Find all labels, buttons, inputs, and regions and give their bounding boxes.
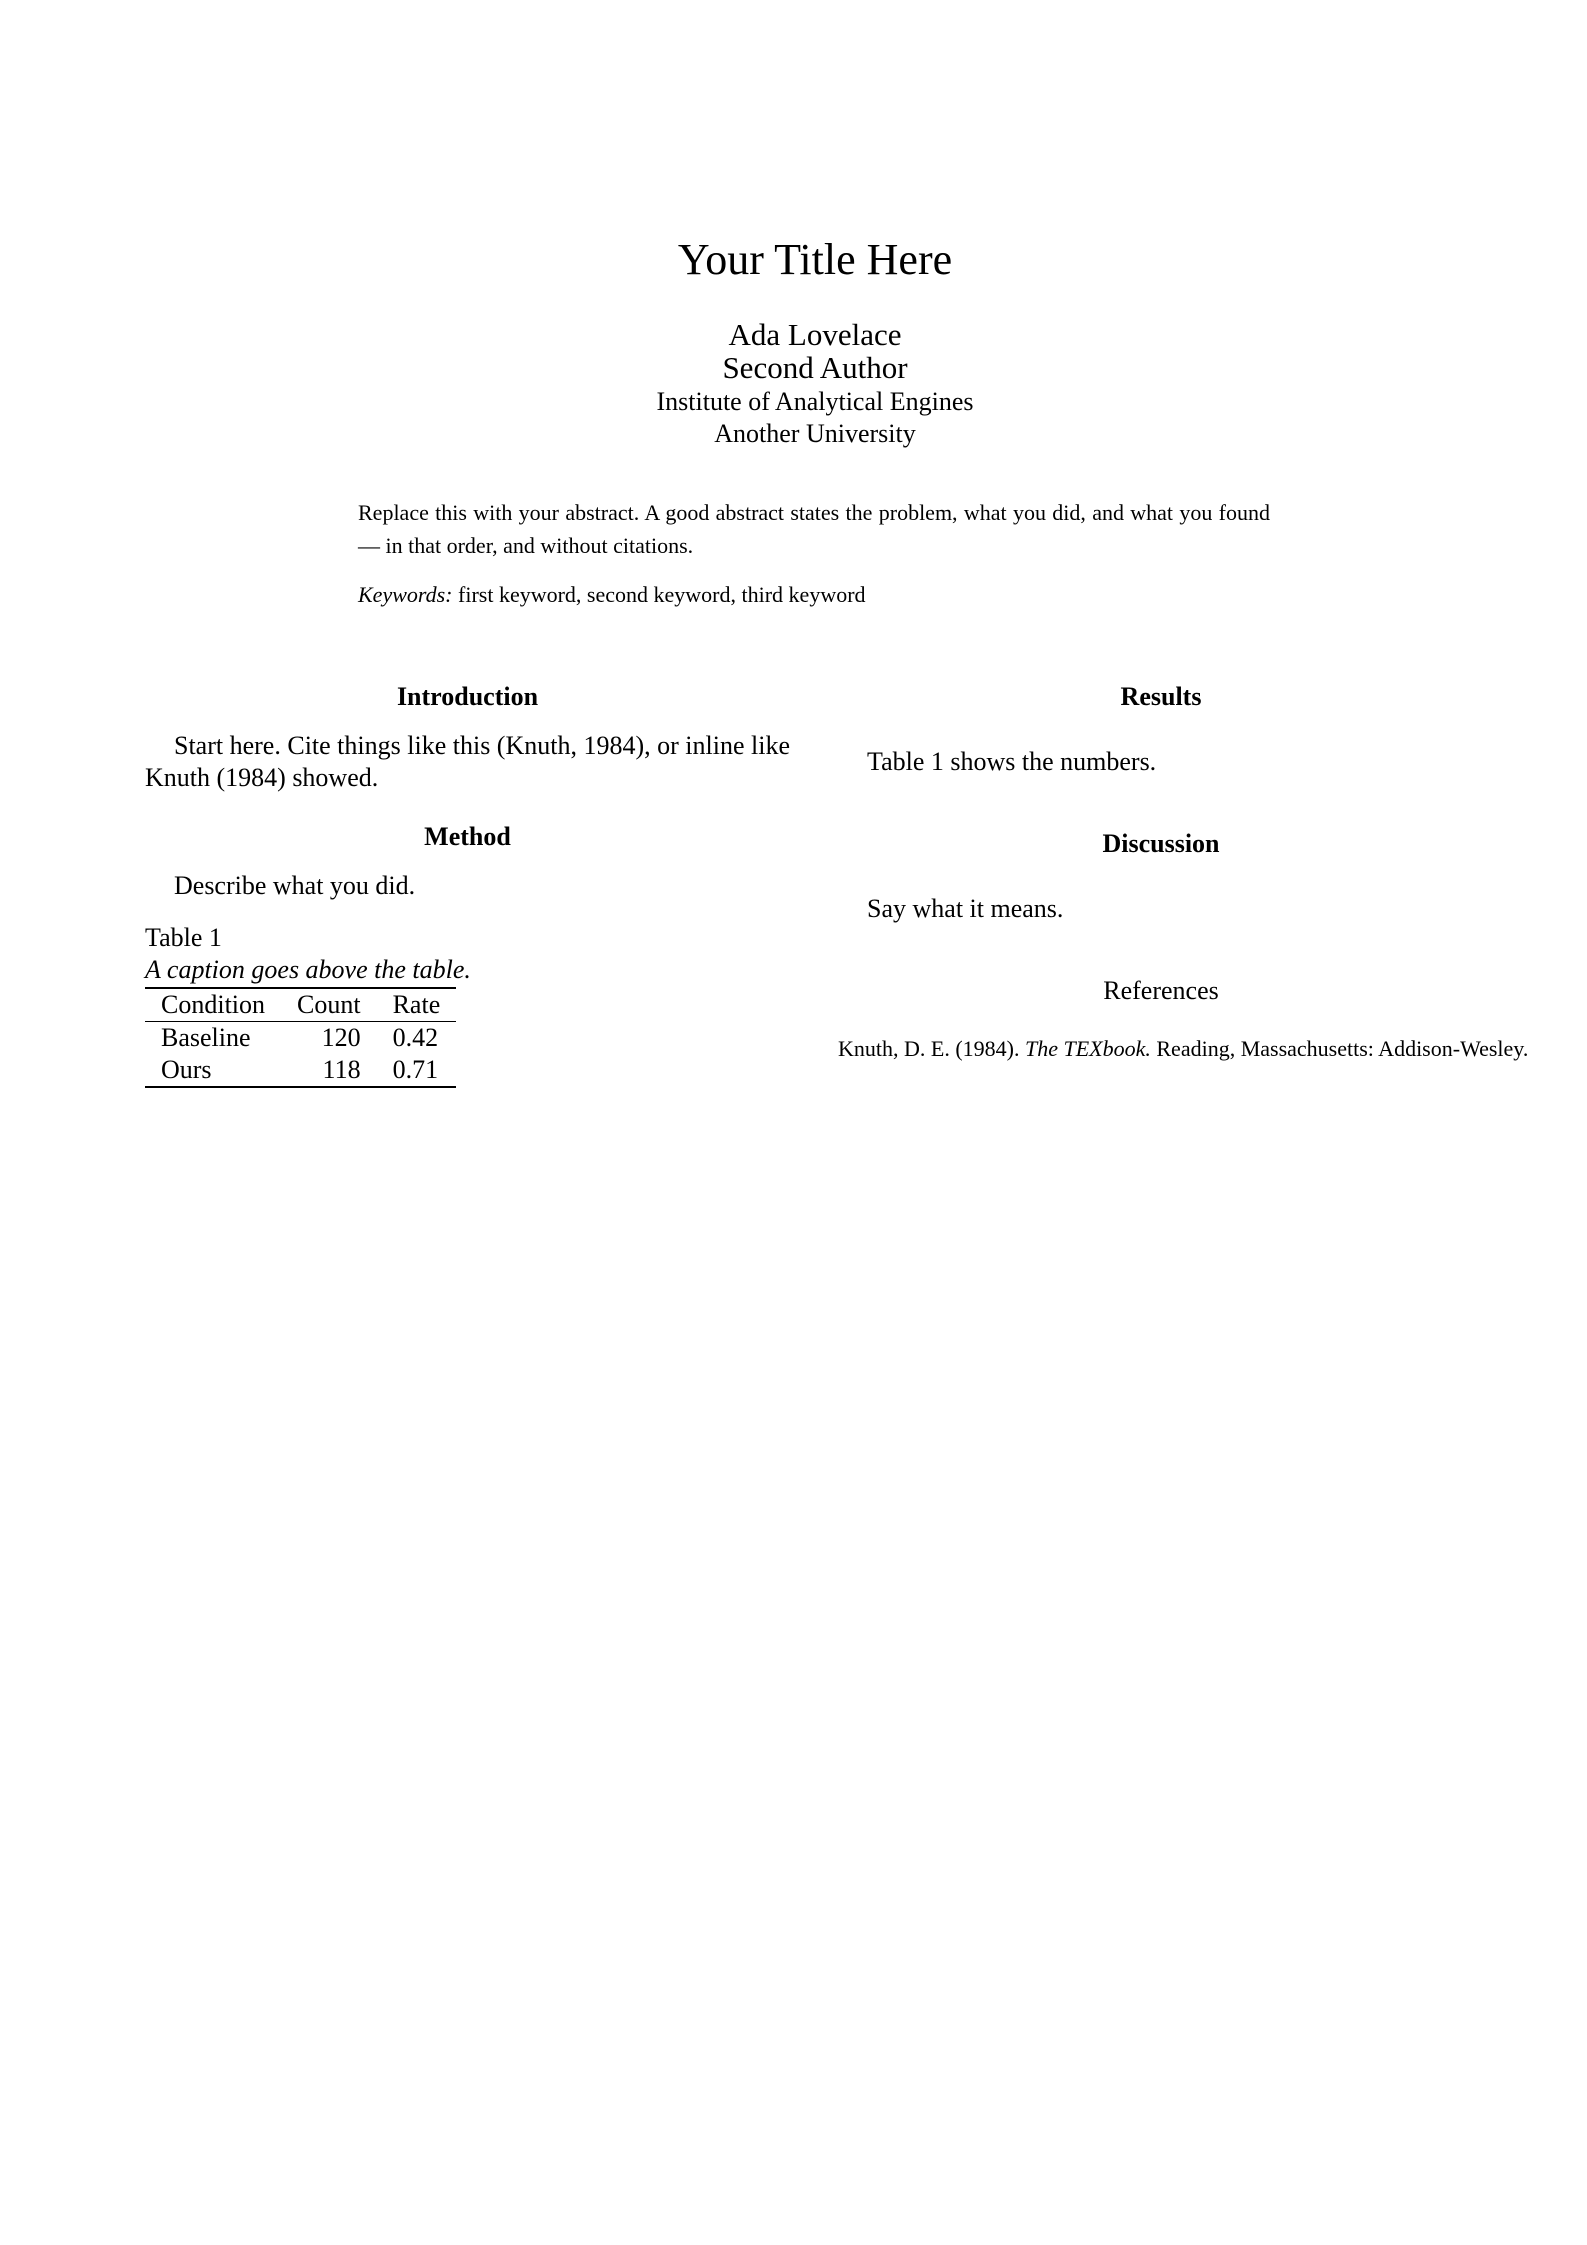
table-row: [145, 1054, 456, 1087]
table-cell: 120: [321, 1023, 361, 1052]
table-cell: 118: [322, 1055, 361, 1084]
table-header-cell: Condition: [161, 990, 266, 1019]
table-cell: 0.71: [392, 1055, 439, 1084]
table-header-row: [145, 988, 456, 1022]
table-cell: 0.42: [392, 1023, 439, 1052]
paper-title: Your Title Here: [677, 235, 953, 284]
section-heading-introduction: Introduction: [396, 682, 539, 711]
keywords-text: first keyword, second keyword, third keyword: [458, 582, 866, 607]
table-cell: Baseline: [161, 1023, 251, 1052]
reference-publisher: Reading, Massachusetts: Addison-Wesley.: [1156, 1036, 1529, 1061]
author-name: Ada Lovelace: [728, 317, 902, 352]
affiliation: Institute of Analytical Engines: [656, 387, 974, 416]
discussion-text: Say what it means.: [867, 894, 1064, 923]
table-caption: A caption goes above the table.: [145, 955, 471, 984]
section-heading-references: References: [1103, 976, 1219, 1005]
table-header-cell: Count: [297, 990, 361, 1019]
author-name: Second Author: [722, 350, 908, 385]
abstract: Replace this with your abstract. A good abstract states the problem, what you did, and what you found — in that order, and without citations.: [358, 500, 1270, 558]
results-text: Table 1 shows the numbers.: [867, 747, 1157, 776]
keywords-label: Keywords:: [358, 582, 453, 607]
reference-entry: [838, 1034, 1552, 1064]
table-cell: Ours: [161, 1055, 212, 1084]
section-heading-results: Results: [1120, 682, 1202, 711]
method-text: Describe what you did.: [174, 871, 416, 900]
keywords: [358, 578, 1270, 611]
section-heading-method: Method: [424, 822, 511, 851]
reference-authors: Knuth, D. E. (1984).: [838, 1036, 1020, 1061]
reference-title: The TEXbook.: [1024, 1036, 1151, 1061]
table-label: Table 1: [145, 923, 222, 952]
table-header-cell: Rate: [392, 990, 441, 1019]
results-table: [145, 987, 456, 1088]
section-heading-discussion: Discussion: [1102, 829, 1220, 858]
introduction-text: Start here. Cite things like this (Knuth, 1984), or inline like Knuth (1984) showed.: [145, 731, 790, 792]
table-row: [145, 1022, 456, 1055]
affiliation: Another University: [714, 419, 916, 448]
